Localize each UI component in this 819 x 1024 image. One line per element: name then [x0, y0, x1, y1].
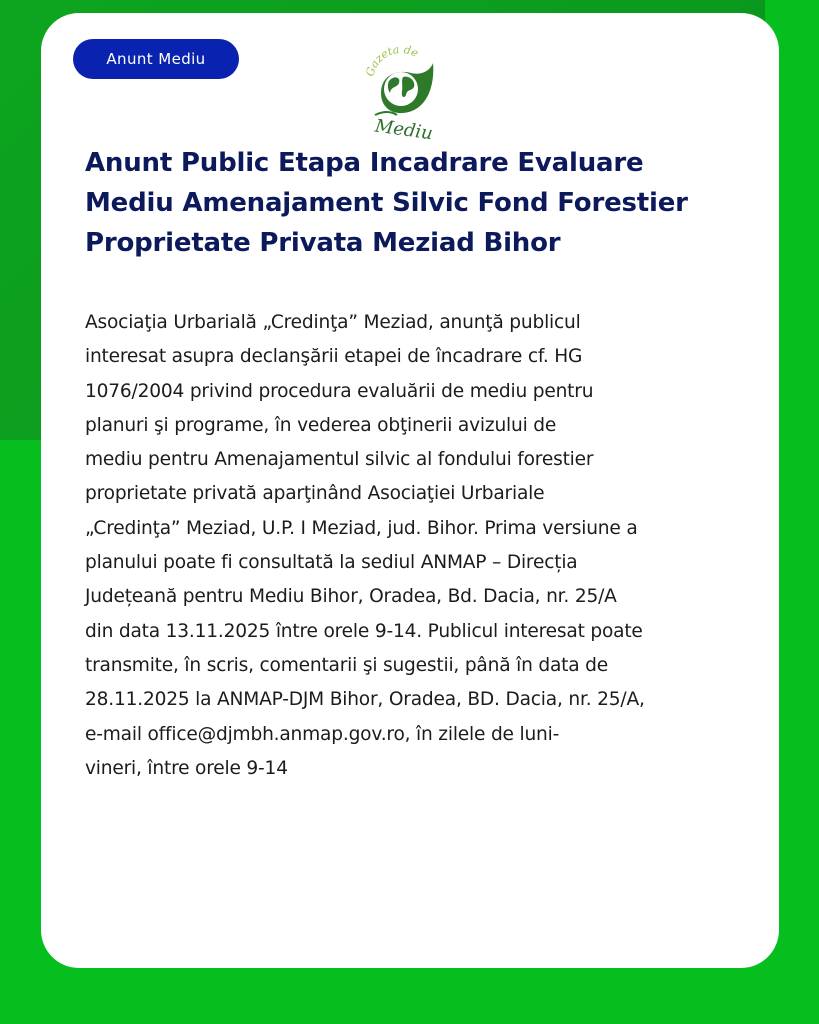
body-line: transmite, în scris, comentarii şi sugestii, până în data de	[85, 654, 609, 676]
category-badge: Anunt Mediu	[73, 39, 239, 79]
body-line: „Credinţa” Meziad, U.P. I Meziad, jud. Bihor. Prima versiune a	[85, 517, 638, 539]
body-line: 1076/2004 privind procedura evaluării de mediu pentru	[85, 380, 594, 402]
title-line: Proprietate Privata Meziad Bihor	[85, 228, 561, 258]
svg-text:Gazeta de: Gazeta de	[363, 42, 421, 78]
body-line: e-mail office@djmbh.anmap.gov.ro, în zilele de luni-	[85, 723, 560, 745]
gazeta-de-mediu-logo	[361, 41, 441, 141]
body-line: Asociaţia Urbarială „Credinţa” Meziad, anunţă publicul	[85, 312, 581, 333]
globe-leaf-icon	[361, 41, 441, 141]
body-line: proprietate privată aparţinând Asociaţiei Urbariale	[85, 483, 545, 505]
body-line: 28.11.2025 la ANMAP-DJM Bihor, Oradea, BD. Dacia, nr. 25/A,	[85, 689, 645, 711]
body-line: mediu pentru Amenajamentul silvic al fondului forestier	[85, 449, 594, 471]
body-line: interesat asupra declanşării etapei de încadrare cf. HG	[85, 346, 583, 368]
body-line: planului poate fi consultată la sediul ANMAP – Direcția	[85, 552, 578, 574]
announcement-body	[85, 306, 755, 786]
body-line: vineri, între orele 9-14	[85, 757, 288, 779]
svg-text:Mediu: Mediu	[373, 115, 435, 141]
body-line: Județeană pentru Mediu Bihor, Oradea, Bd. Dacia, nr. 25/A	[85, 586, 617, 608]
body-line: planuri şi programe, în vederea obţinerii avizului de	[85, 414, 557, 436]
announcement-title	[85, 143, 755, 263]
announcement-card	[41, 13, 779, 968]
title-line: Mediu Amenajament Silvic Fond Forestier	[85, 188, 688, 218]
title-line: Anunt Public Etapa Incadrare Evaluare	[85, 148, 644, 178]
body-line: din data 13.11.2025 între orele 9-14. Publicul interesat poate	[85, 620, 643, 642]
